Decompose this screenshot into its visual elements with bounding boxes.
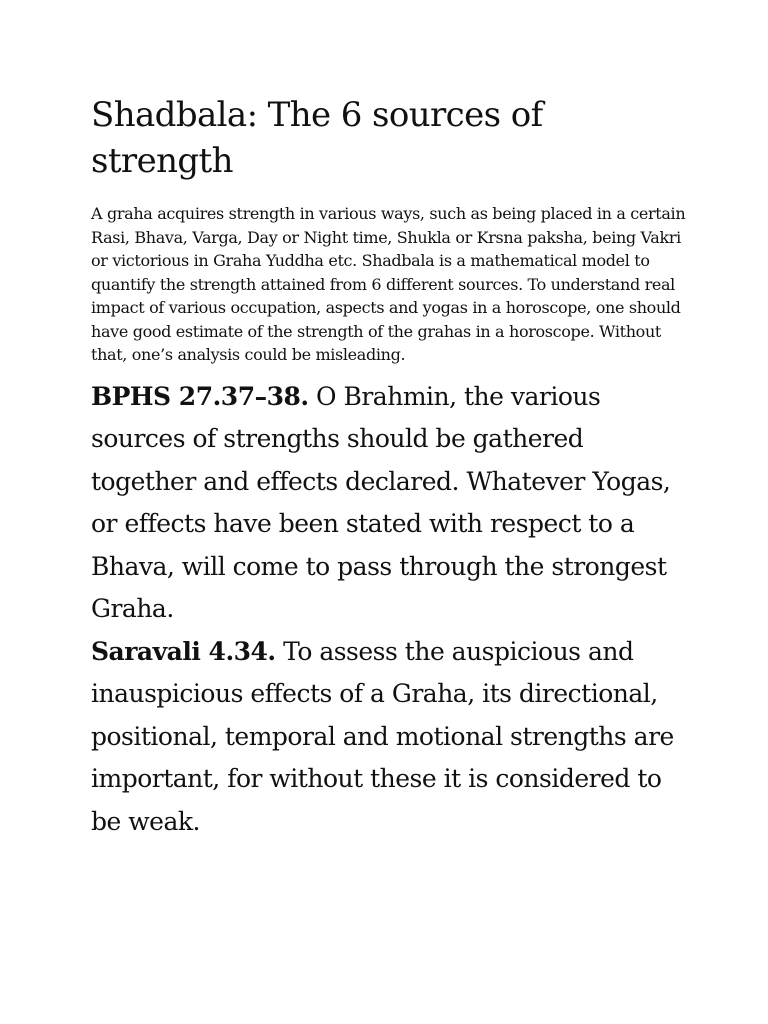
quote-saravali bbox=[91, 631, 691, 844]
quote-text: O Brahmin, the various sources of strengths should be gathered together and effects declared. Whatever Yogas, or effects have been stated with respect to a Bhava, will come to pass through the strongest Graha. bbox=[91, 381, 671, 623]
quote-text: To assess the auspicious and inauspicious effects of a Graha, its directional, positional, temporal and motional strengths are important, for without these it is considered to be weak. bbox=[91, 636, 674, 836]
quote-bphs bbox=[91, 376, 691, 631]
quote-reference: BPHS 27.37–38. bbox=[91, 381, 309, 411]
quote-reference: Saravali 4.34. bbox=[91, 636, 276, 666]
document-page bbox=[91, 92, 691, 843]
page-title: Shadbala: The 6 sources of strength bbox=[91, 95, 543, 181]
intro-paragraph: A graha acquires strength in various ways, such as being placed in a certain Rasi, Bhava, Varga, Day or Night time, Shukla or Krsna paksha, being Vakri or victorious in Graha Yuddha etc. Shadbala is a mathematical model to quantify the strength attained from 6 different sources. To understand real impact of various occupation, aspects and yogas in a horoscope, one should have good estimate of the strength of the grahas in a horoscope. Without that, one’s analysis could be misleading. bbox=[91, 204, 686, 364]
